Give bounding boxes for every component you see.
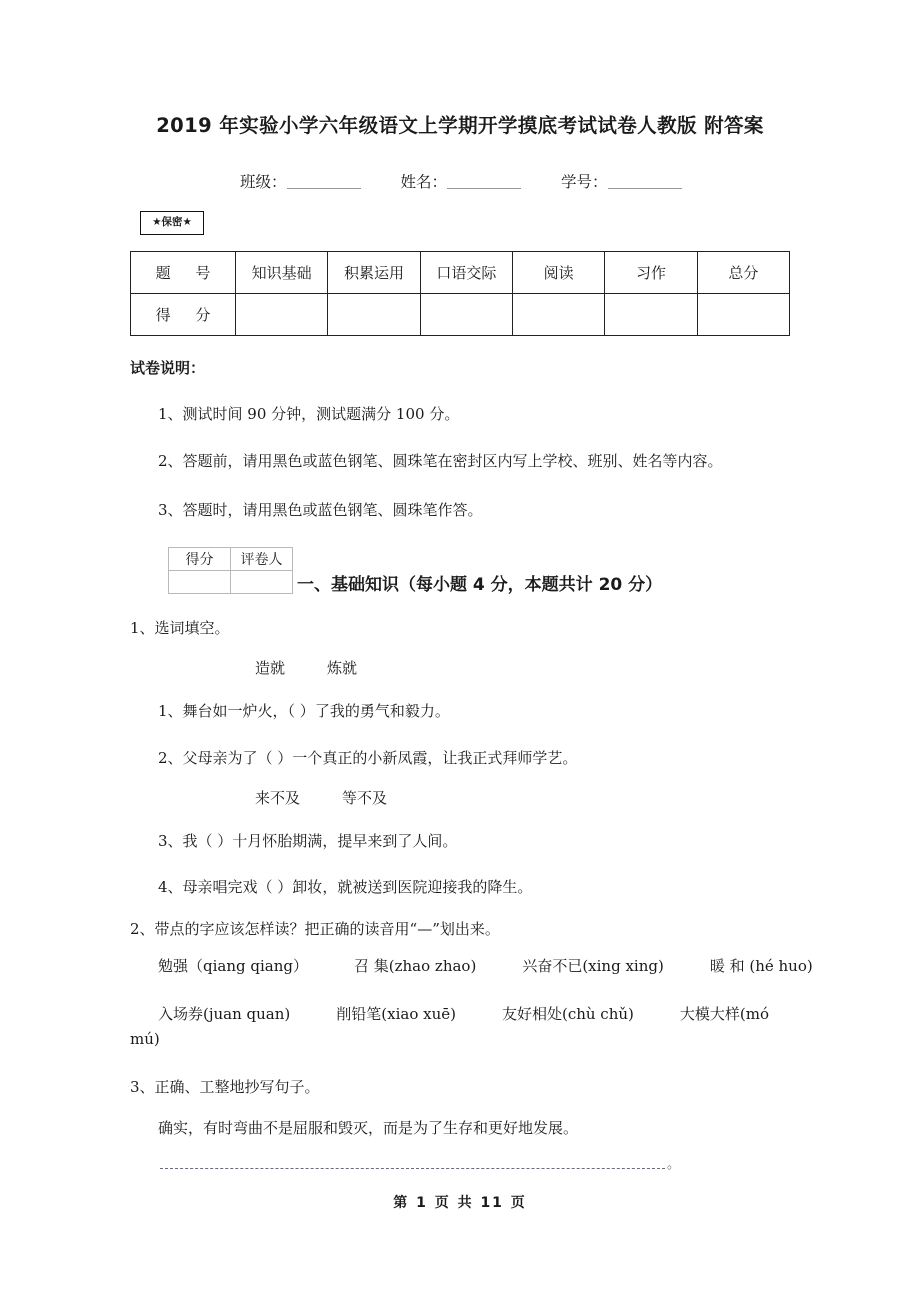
pinyin-item-1: 勉强（qiang qiang） [158, 957, 308, 975]
grading-box-value-row [169, 571, 293, 594]
word-bank-2-option-2: 等不及 [342, 789, 388, 807]
class-field [240, 170, 361, 192]
question-3-answer-line[interactable] [160, 1168, 665, 1169]
class-blank[interactable] [287, 173, 361, 189]
id-blank[interactable] [608, 173, 682, 189]
row-label-score: 得 分 [131, 294, 236, 336]
grading-box-score-value[interactable] [169, 571, 231, 594]
score-cell-knowledge[interactable] [236, 294, 328, 336]
page-footer: 第 1 页 共 11 页 [393, 1195, 527, 1211]
student-info-line [240, 170, 682, 192]
question-1-sub-3: 3、我（ ）十月怀胎期满，提早来到了人间。 [158, 832, 458, 850]
table-row-score [131, 294, 790, 336]
pinyin-item-5: 入场券(juan quan) [158, 1005, 291, 1023]
pinyin-item-6: 削铅笔(xiao xuē) [336, 1005, 456, 1023]
score-cell-oral[interactable] [420, 294, 512, 336]
question-3-sentence: 确实，有时弯曲不是屈服和毁灭，而是为了生存和更好地发展。 [158, 1119, 579, 1137]
column-header-knowledge: 知识基础 [236, 252, 328, 294]
name-blank[interactable] [447, 173, 521, 189]
grading-box-grader-label: 评卷人 [231, 548, 293, 571]
word-bank-2-option-1: 来不及 [255, 789, 301, 807]
score-cell-writing[interactable] [605, 294, 697, 336]
word-bank-1-option-2: 炼就 [327, 659, 358, 677]
question-2-pinyin-row-2 [158, 1003, 769, 1024]
instruction-item-2: 2、答题前，请用黑色或蓝色钢笔、圆珠笔在密封区内写上学校、班别、姓名等内容。 [158, 452, 723, 470]
question-3-prompt: 3、正确、工整地抄写句子。 [130, 1078, 320, 1096]
secret-stamp: ★保密★ [140, 211, 204, 235]
pinyin-item-8: 大模大样(mó [679, 1005, 769, 1023]
score-cell-total[interactable] [697, 294, 789, 336]
question-2-prompt: 2、带点的字应该怎样读？把正确的读音用“—”划出来。 [130, 920, 500, 938]
table-row-header [131, 252, 790, 294]
instruction-item-1: 1、测试时间 90 分钟，测试题满分 100 分。 [158, 405, 460, 423]
row-label-question-number: 题 号 [131, 252, 236, 294]
grading-box [168, 547, 293, 594]
score-cell-accumulation[interactable] [328, 294, 420, 336]
column-header-oral: 口语交际 [420, 252, 512, 294]
grading-box-grader-value[interactable] [231, 571, 293, 594]
score-table [130, 251, 790, 336]
column-header-total: 总分 [697, 252, 789, 294]
grading-box-score-label: 得分 [169, 548, 231, 571]
score-cell-reading[interactable] [512, 294, 604, 336]
page-title: 2019 年实验小学六年级语文上学期开学摸底考试试卷人教版 附答案 [156, 114, 764, 137]
column-header-accumulation: 积累运用 [328, 252, 420, 294]
pinyin-item-7: 友好相处(chù chǔ) [501, 1005, 634, 1023]
column-header-writing: 习作 [605, 252, 697, 294]
id-label: 学号： [561, 173, 608, 191]
question-2-pinyin-row-1 [158, 955, 813, 976]
question-2-pinyin-row-2-wrap: mú) [130, 1030, 160, 1048]
question-1-sub-2: 2、父母亲为了（ ）一个真正的小新凤霞，让我正式拜师学艺。 [158, 749, 578, 767]
pinyin-item-2: 召 集(zhao zhao) [353, 957, 477, 975]
question-1-sub-4: 4、母亲唱完戏（ ）卸妆，就被送到医院迎接我的降生。 [158, 878, 533, 896]
question-1-sub-1: 1、舞台如一炉火，（ ）了我的勇气和毅力。 [158, 702, 450, 720]
pinyin-item-3: 兴奋不已(xing xing) [522, 957, 664, 975]
question-1-prompt: 1、选词填空。 [130, 619, 230, 637]
question-3-answer-line-period: 。 [667, 1157, 681, 1172]
class-label: 班级： [240, 173, 287, 191]
section-heading-1: 一、基础知识（每小题 4 分，本题共计 20 分） [297, 575, 663, 595]
question-1-word-bank-1 [255, 657, 357, 678]
word-bank-1-option-1: 造就 [255, 659, 286, 677]
grading-box-header-row [169, 548, 293, 571]
column-header-reading: 阅读 [512, 252, 604, 294]
instructions-heading: 试卷说明： [130, 359, 206, 377]
name-field [401, 170, 522, 192]
pinyin-item-4: 暖 和 (hé huo) [709, 957, 813, 975]
instruction-item-3: 3、答题时，请用黑色或蓝色钢笔、圆珠笔作答。 [158, 501, 483, 519]
question-1-word-bank-2 [255, 787, 387, 808]
name-label: 姓名： [400, 173, 448, 191]
id-field [561, 170, 682, 192]
